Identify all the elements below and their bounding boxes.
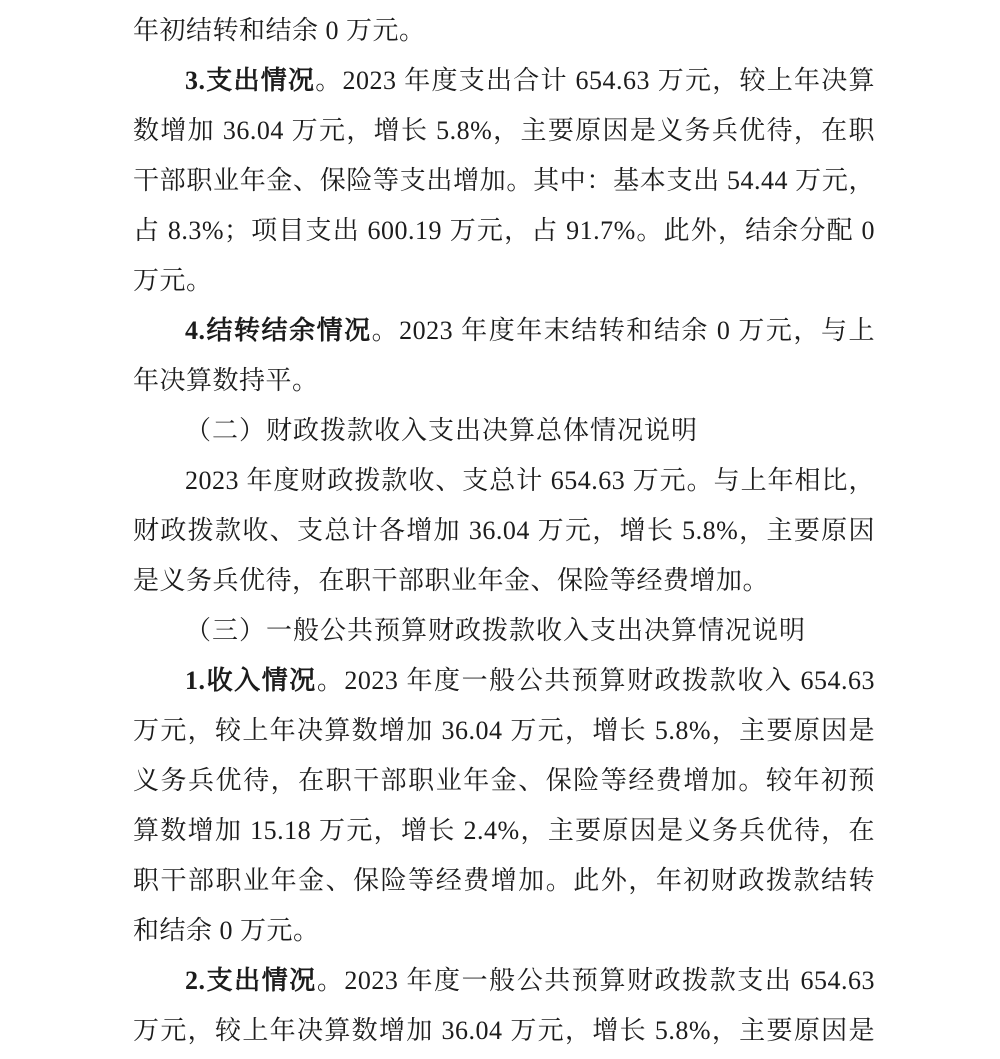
text-run: 。2023 年度年末结转和结余 0 万元，与上: [371, 316, 875, 345]
text-run: 2023 年度财政拨款收、支总计 654.63 万元。与上年相比，: [185, 466, 875, 495]
text-run: 义务兵优待，在职干部职业年金、保险等经费增加。较年初预: [133, 766, 875, 795]
text-run: 数增加 36.04 万元，增长 5.8%，主要原因是义务兵优待，在职: [133, 116, 875, 145]
text-run: 年决算数持平。: [133, 366, 319, 395]
document-line: [133, 306, 875, 356]
text-run: 。2023 年度一般公共预算财政拨款收入 654.63: [316, 666, 875, 695]
text-run: 万元。: [133, 266, 213, 295]
document-line: [133, 6, 875, 56]
text-run: 万元，较上年决算数增加 36.04 万元，增长 5.8%，主要原因是: [133, 716, 875, 745]
document-line: [133, 706, 875, 756]
document-line: [133, 556, 875, 606]
document-line: [133, 356, 875, 406]
text-run: 万元，较上年决算数增加 36.04 万元，增长 5.8%，主要原因是: [133, 1016, 875, 1045]
document-line: [133, 1006, 875, 1056]
text-run: （二）财政拨款收入支出决算总体情况说明: [185, 416, 699, 445]
document-line: [133, 256, 875, 306]
text-run: 。2023 年度一般公共预算财政拨款支出 654.63: [316, 966, 875, 995]
bold-heading-run: 2.支出情况: [185, 966, 317, 995]
document-line: [133, 806, 875, 856]
document-line: [133, 906, 875, 956]
document-line: [133, 956, 875, 1006]
text-run: 占 8.3%；项目支出 600.19 万元，占 91.7%。此外，结余分配 0: [133, 216, 875, 245]
text-run: 干部职业年金、保险等支出增加。其中：基本支出 54.44 万元，: [133, 166, 875, 195]
text-run: 。2023 年度支出合计 654.63 万元，较上年决算: [315, 66, 875, 95]
text-run: 算数增加 15.18 万元，增长 2.4%，主要原因是义务兵优待，在: [133, 816, 875, 845]
document-line: [133, 156, 875, 206]
text-run: 和结余 0 万元。: [133, 916, 320, 945]
bold-heading-run: 3.支出情况: [185, 66, 316, 95]
document-line: [133, 106, 875, 156]
document-line: [133, 756, 875, 806]
document-line: [133, 506, 875, 556]
text-run: 年初结转和结余 0 万元。: [133, 16, 426, 45]
bold-heading-run: 1.收入情况: [185, 666, 317, 695]
document-line: [133, 856, 875, 906]
section-heading-line: [133, 606, 875, 656]
text-run: （三）一般公共预算财政拨款收入支出决算情况说明: [185, 616, 807, 645]
document-line: [133, 656, 875, 706]
document-line: [133, 456, 875, 506]
text-run: 是义务兵优待，在职干部职业年金、保险等经费增加。: [133, 566, 770, 595]
text-run: 职干部职业年金、保险等经费增加。此外，年初财政拨款结转: [133, 866, 875, 895]
text-run: 财政拨款收、支总计各增加 36.04 万元，增长 5.8%，主要原因: [133, 516, 875, 545]
document-line: [133, 206, 875, 256]
bold-heading-run: 4.结转结余情况: [185, 316, 372, 345]
document-line: [133, 56, 875, 106]
section-heading-line: [133, 406, 875, 456]
